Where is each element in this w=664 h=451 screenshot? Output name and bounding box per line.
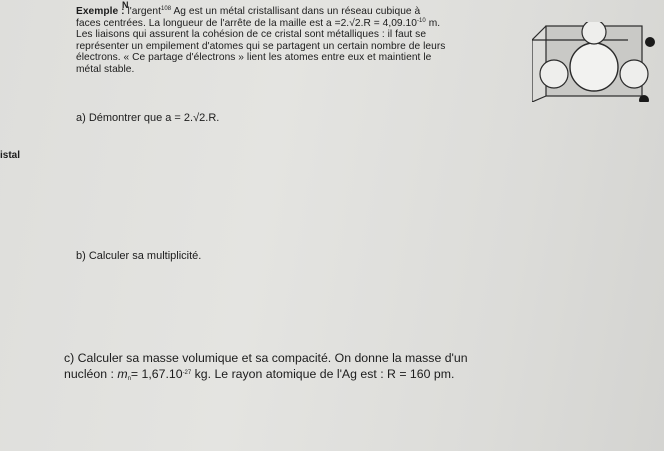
corner-atom [540,60,568,88]
intro-line-6: métal stable. [76,63,135,75]
intro-line-5: électrons. « Ce partage d'électrons » lient les atomes entre eux et maintient le [76,52,432,64]
corner-fragment: N [122,0,129,10]
question-c-line-2: nucléon : $m_n= 1,67.10^{-27}$ kg. Le rayon atomique de l'Ag est : R = 160 pm. [64,367,455,382]
exercise-intro [76,6,445,76]
margin-fragment: istal [0,150,21,161]
mass-number: 108 [160,6,172,12]
question-c [64,350,468,382]
question-b: b) Calculer sa multiplicité. [76,250,202,262]
edge-atom [582,22,606,44]
intro-line-3: Les liaisons qui assurent la cohésion de ce cristal sont métalliques : il faut se [76,29,427,41]
corner-atom [620,60,648,88]
corner-atom-dark [645,37,655,47]
question-c-line-1: c) Calculer sa masse volumique et sa compacité. On donne la masse d'un [64,351,468,365]
intro-line-4: représenter un empilement d'atomes qui se partagent un certain nombre de leurs [76,40,446,52]
question-a: a) Démontrer que a = 2.√2.R. [76,112,220,124]
intro-line-1: Exemple : l'argent$^{108}$ Ag est un métal cristallisant dans un réseau cubique à [76,6,421,17]
exercise-label: Exemple : [76,6,125,17]
face-center-atom [570,43,618,91]
fcc-unit-cell-figure [532,22,664,102]
intro-line-2: faces centrées. La longueur de l'arrête de la maille est $a =2.√2.R = 4,09.10^{-10}$ m. [76,17,441,29]
